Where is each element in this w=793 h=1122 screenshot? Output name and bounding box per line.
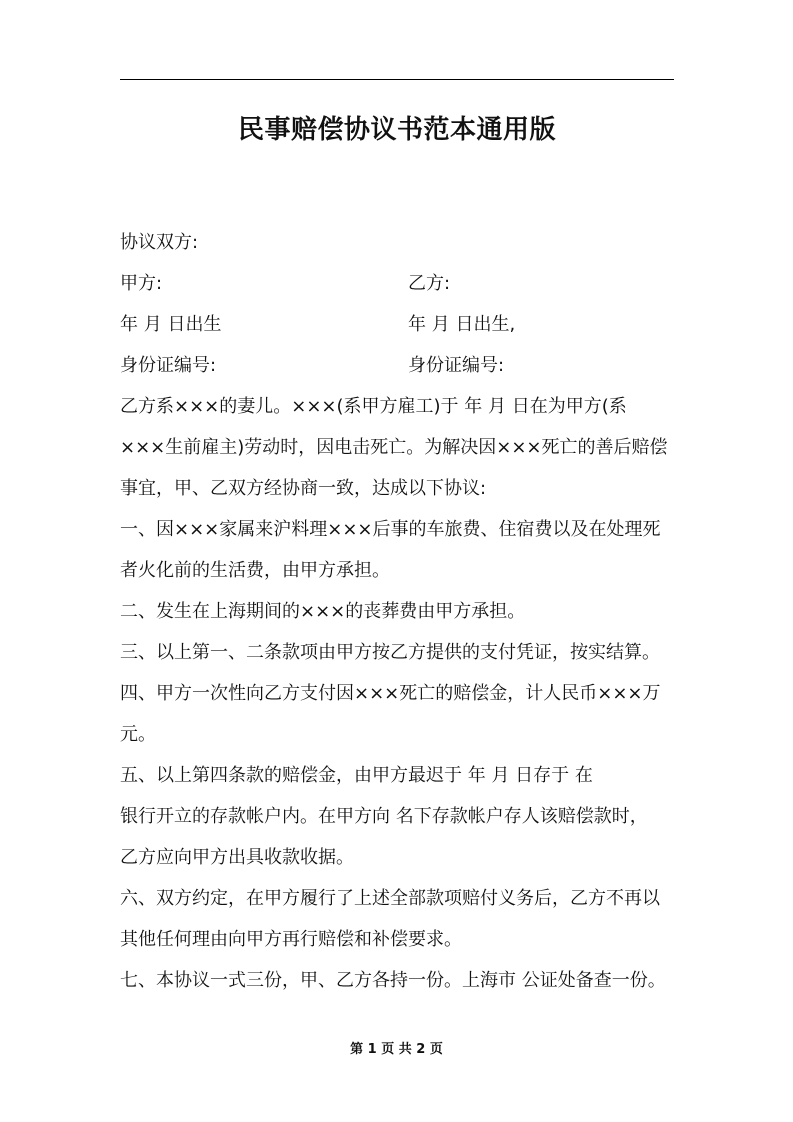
clause-line: 二、发生在上海期间的×××的丧葬费由甲方承担。 [120,601,526,622]
clause-line: 其他任何理由向甲方再行赔偿和补偿要求。 [120,929,462,950]
document-body [120,222,680,1001]
birth-row [120,304,680,345]
party-b-label: 乙方: [408,273,451,294]
party-a-id-label: 身份证编号: [120,355,217,376]
parties-heading: 协议双方: [120,232,199,253]
intro-line: ×××生前雇主)劳动时，因电击死亡。为解决因×××死亡的善后赔偿 [120,437,668,458]
clause-line: 银行开立的存款帐户内。在甲方向 名下存款帐户存人该赔偿款时， [120,806,648,827]
clause-line: 乙方应向甲方出具收款收据。 [120,847,354,868]
page-number: 第 1 页 共 2 页 [350,1042,443,1057]
document-title: 民事赔偿协议书范本通用版 [237,115,556,145]
intro-line: 乙方系×××的妻儿。×××(系甲方雇工)于 年 月 日在为甲方(系 [120,396,627,417]
clause-line: 七、本协议一式三份，甲、乙方各持一份。上海市 公证处备查一份。 [120,970,666,991]
header-rule [120,79,674,80]
party-b-birth: 年 月 日出生, [408,314,516,335]
clause-line: 五、以上第四条款的赔偿金，由甲方最迟于 年 月 日存于 在 [120,765,593,786]
clause-line: 者火化前的生活费，由甲方承担。 [120,560,390,581]
clause-line: 一、因×××家属来沪料理×××后事的车旅费、住宿费以及在处理死 [120,519,661,540]
party-labels-row [120,263,680,304]
party-a-label: 甲方: [120,273,163,294]
party-b-id-label: 身份证编号: [408,355,505,376]
id-row [120,345,680,386]
clause-line: 元。 [120,724,156,745]
clause-line: 三、以上第一、二条款项由甲方按乙方提供的支付凭证，按实结算。 [120,642,660,663]
party-a-birth: 年 月 日出生 [120,314,222,335]
intro-line: 事宜，甲、乙双方经协商一致，达成以下协议: [120,478,487,499]
clause-line: 六、双方约定，在甲方履行了上述全部款项赔付义务后，乙方不再以 [120,888,660,909]
clause-line: 四、甲方一次性向乙方支付因×××死亡的赔偿金，计人民币×××万 [120,683,661,704]
